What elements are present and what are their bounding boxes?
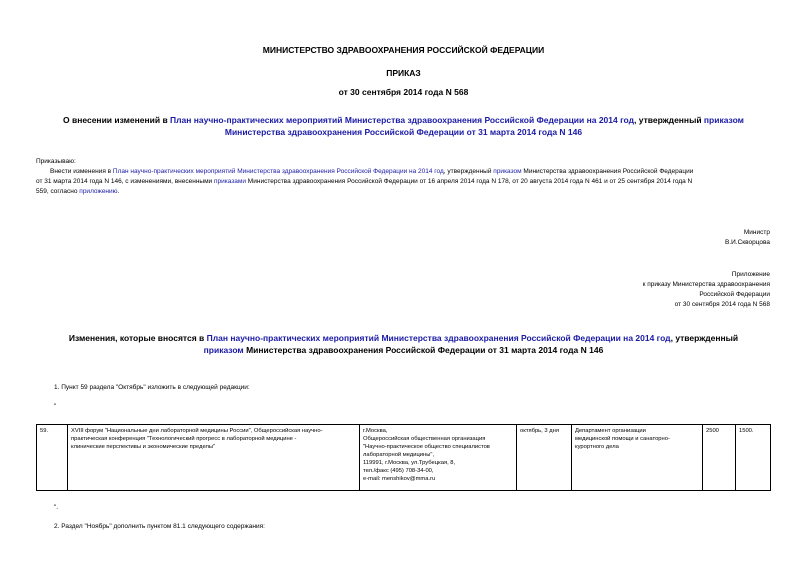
p-mid2: Министерства здравоохранения Российской Федерации	[521, 168, 694, 175]
place-line: лабораторной медицины",	[363, 452, 435, 458]
cell-count2: 1500.	[736, 425, 771, 491]
p-line2a: от 31 марта 2014 года N 146, с изменениями, внесенными	[36, 178, 214, 185]
cell-place	[360, 425, 517, 491]
place-line: Общероссийская общественная организация	[363, 436, 486, 442]
changes-plan-link[interactable]: План научно-практических мероприятий Министерства здравоохранения Российской Федерации на 2014 год	[206, 333, 671, 343]
doc-title	[0, 114, 807, 138]
place-line: тел./факс (495) 708-34-00,	[363, 468, 434, 474]
cell-num: 59.	[37, 425, 68, 491]
changes-line2: Министерства здравоохранения Российской Федерации от 31 марта 2014 года N 146	[243, 345, 604, 355]
item-2: 2. Раздел "Ноябрь" дополнить пунктом 81.1 следующего содержания:	[54, 523, 265, 530]
order-word: Приказываю:	[36, 158, 76, 165]
changes-order-link[interactable]: приказом	[203, 345, 244, 355]
place-line: 119991, г.Москва, ул.Трубецкая, 8,	[363, 460, 456, 466]
plan-table	[36, 424, 771, 491]
item-1: 1. Пункт 59 раздела "Октябрь" изложить в следующей редакции:	[54, 384, 250, 391]
signature-name: В.И.Скворцова	[724, 239, 770, 246]
cell-dept	[572, 425, 703, 491]
dept-line: медицинской помощи и санаторно-	[575, 436, 670, 442]
p-line3a: 559, согласно	[36, 188, 80, 195]
dept-line: Департамент организации	[575, 428, 646, 434]
title-order-link-cont[interactable]: Министерства здравоохранения Российской Федерации от 31 марта 2014 года N 146	[224, 127, 583, 137]
p-plan-link[interactable]: План научно-практических мероприятий Министерства здравоохранения Российской Федерации на 2014 год	[112, 168, 444, 175]
order-paragraph	[36, 167, 776, 197]
dept-line: курортного дела	[575, 444, 619, 450]
place-line: г.Москва,	[363, 428, 388, 434]
changes-suffix: , утвержденный	[670, 333, 739, 343]
place-line: "Научно-практическое общество специалистов	[363, 444, 490, 450]
p-start: Внести изменения в	[50, 168, 113, 175]
event-line: клинические перспективы и экономические пределы"	[71, 444, 216, 450]
appendix-line3: Российской Федерации	[699, 291, 770, 298]
p-orders-link[interactable]: приказами	[214, 178, 246, 185]
ministry-heading: МИНИСТЕРСТВО ЗДРАВООХРАНЕНИЯ РОССИЙСКОЙ ФЕДЕРАЦИИ	[262, 45, 545, 55]
quote-open: "	[54, 403, 57, 410]
p-order-link[interactable]: приказом	[493, 168, 522, 175]
appendix-ref	[643, 270, 770, 310]
event-line: практическая конференция "Технологический прогресс в лабораторной медицине -	[71, 436, 297, 442]
signature-position: Министр	[743, 229, 770, 236]
table-row	[37, 425, 771, 491]
changes-prefix: Изменения, которые вносятся в	[68, 333, 207, 343]
appendix-line2: к приказу Министерства здравоохранения	[642, 281, 770, 288]
cell-count1: 2500	[703, 425, 736, 491]
event-line: XVIII форум "Национальные дни лабораторной медицины России", Общероссийская научно-	[71, 428, 323, 434]
quote-close: ".	[54, 504, 59, 511]
title-prefix: О внесении изменений в	[63, 115, 171, 125]
appendix-line4: от 30 сентября 2014 года N 568	[674, 301, 770, 308]
p-appendix-link[interactable]: приложению	[79, 188, 118, 195]
p-line3b: .	[117, 188, 120, 195]
p-mid1: , утвержденный	[443, 168, 494, 175]
p-line2b: Министерства здравоохранения Российской Федерации от 16 апреля 2014 года N 178, от 20 августа 2014 года N 461 и от 25 сентября 2014 года N	[246, 178, 693, 185]
place-line: e-mail: menshikov@mma.ru	[363, 476, 436, 482]
cell-event	[68, 425, 360, 491]
changes-title	[0, 332, 807, 356]
appendix-line1: Приложение	[731, 271, 770, 278]
doc-type-heading: ПРИКАЗ	[386, 68, 421, 78]
title-order-link[interactable]: приказом	[703, 115, 744, 125]
title-plan-link[interactable]: План научно-практических мероприятий Министерства здравоохранения Российской Федерации на 2014 год	[170, 115, 635, 125]
doc-date: от 30 сентября 2014 года N 568	[338, 87, 469, 97]
cell-time: октябрь, 3 дня	[517, 425, 572, 491]
title-mid: , утвержденный	[634, 115, 704, 125]
signature-block	[725, 228, 770, 248]
